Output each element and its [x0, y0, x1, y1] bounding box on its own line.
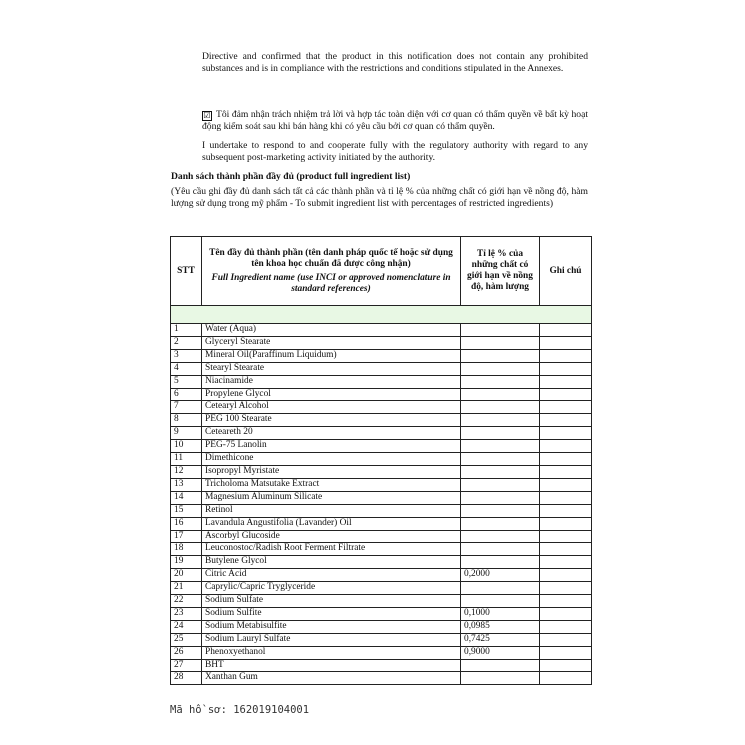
row-number: 14 [171, 491, 202, 504]
table-row [171, 517, 592, 530]
ingredient-name: Niacinamide [202, 375, 461, 388]
row-number: 20 [171, 569, 202, 582]
table-row [171, 491, 592, 504]
ingredient-percent [461, 504, 540, 517]
row-number: 21 [171, 582, 202, 595]
ingredient-note [540, 336, 592, 349]
section-title: Danh sách thành phần đầy đủ (product full ingredient list) [171, 171, 411, 182]
ingredient-percent [461, 543, 540, 556]
ingredient-note [540, 530, 592, 543]
row-number: 10 [171, 440, 202, 453]
ingredient-name: BHT [202, 659, 461, 672]
record-number: Mã hồ sơ: 162019104001 [170, 704, 310, 716]
ingredient-percent [461, 427, 540, 440]
row-number: 6 [171, 388, 202, 401]
ingredient-name: Glyceryl Stearate [202, 336, 461, 349]
table-row [171, 569, 592, 582]
ingredient-note [540, 324, 592, 337]
row-number: 16 [171, 517, 202, 530]
ingredient-name: Sodium Metabisulfite [202, 620, 461, 633]
ingredient-percent [461, 362, 540, 375]
ingredient-note [540, 349, 592, 362]
ingredient-percent [461, 465, 540, 478]
ingredient-name: Isopropyl Myristate [202, 465, 461, 478]
ingredient-note [540, 646, 592, 659]
ingredient-note [540, 453, 592, 466]
table-row [171, 324, 592, 337]
row-number: 4 [171, 362, 202, 375]
table-row [171, 633, 592, 646]
ingredient-percent [461, 530, 540, 543]
ingredient-percent: 0,7425 [461, 633, 540, 646]
ingredient-note [540, 388, 592, 401]
ingredient-note [540, 569, 592, 582]
ingredient-name: PEG-75 Lanolin [202, 440, 461, 453]
row-number: 17 [171, 530, 202, 543]
ingredient-name: Leuconostoc/Radish Root Ferment Filtrate [202, 543, 461, 556]
table-row [171, 414, 592, 427]
ingredient-percent [461, 491, 540, 504]
table-row [171, 478, 592, 491]
ingredient-note [540, 478, 592, 491]
ingredient-percent [461, 388, 540, 401]
ingredient-note [540, 582, 592, 595]
ingredient-name: Xanthan Gum [202, 672, 461, 685]
ingredient-percent [461, 440, 540, 453]
declaration-paragraph-en: I undertake to respond to and cooperate fully with the regulatory authority with regard to any subsequent post-marketing activity initiated by the authority. [202, 140, 588, 164]
row-number: 19 [171, 556, 202, 569]
table-row [171, 556, 592, 569]
table-row [171, 375, 592, 388]
ingredient-note [540, 633, 592, 646]
table-row [171, 440, 592, 453]
ingredient-name: Butylene Glycol [202, 556, 461, 569]
header-percent: Tỉ lệ % của những chất có giới hạn về nồng độ, hàm lượng [461, 237, 540, 306]
row-number: 23 [171, 607, 202, 620]
table-row [171, 401, 592, 414]
ingredient-percent [461, 478, 540, 491]
header-note: Ghi chú [540, 237, 592, 306]
checked-checkbox-icon[interactable]: ☑ [203, 111, 211, 120]
ingredient-percent [461, 414, 540, 427]
ingredient-note [540, 427, 592, 440]
table-row [171, 543, 592, 556]
table-row [171, 349, 592, 362]
ingredient-note [540, 491, 592, 504]
ingredient-note [540, 465, 592, 478]
table-row [171, 659, 592, 672]
ingredient-percent [461, 517, 540, 530]
row-number: 22 [171, 595, 202, 608]
header-stt: STT [171, 237, 202, 306]
ingredient-name: Phenoxyethanol [202, 646, 461, 659]
row-number: 9 [171, 427, 202, 440]
ingredient-note [540, 517, 592, 530]
row-number: 18 [171, 543, 202, 556]
ingredient-name: Ascorbyl Glucoside [202, 530, 461, 543]
ingredient-percent [461, 336, 540, 349]
header-name-en: Full Ingredient name (use INCI or approved nomenclature in standard references) [211, 272, 451, 294]
ingredient-name: Retinol [202, 504, 461, 517]
table-header-row [171, 237, 592, 306]
ingredient-name: Citric Acid [202, 569, 461, 582]
ingredient-note [540, 401, 592, 414]
ingredient-percent [461, 324, 540, 337]
table-row [171, 504, 592, 517]
ingredient-note [540, 543, 592, 556]
ingredient-note [540, 595, 592, 608]
row-number: 5 [171, 375, 202, 388]
ingredient-name: Mineral Oil(Paraffinum Liquidum) [202, 349, 461, 362]
table-row [171, 336, 592, 349]
declaration-paragraph-1: Directive and confirmed that the product in this notification does not contain any prohibited substances and is in compliance with the restrictions and conditions stipulated in the Annexes. [202, 51, 588, 75]
row-number: 26 [171, 646, 202, 659]
ingredient-name: Sodium Sulfite [202, 607, 461, 620]
ingredient-note [540, 414, 592, 427]
table-row [171, 672, 592, 685]
ingredient-name: Dimethicone [202, 453, 461, 466]
row-number: 7 [171, 401, 202, 414]
ingredient-percent: 0,1000 [461, 607, 540, 620]
ingredient-name: Magnesium Aluminum Silicate [202, 491, 461, 504]
table-row [171, 362, 592, 375]
row-number: 1 [171, 324, 202, 337]
ingredient-percent [461, 659, 540, 672]
table-spacer-row [171, 306, 592, 324]
ingredient-name: Sodium Lauryl Sulfate [202, 633, 461, 646]
row-number: 11 [171, 453, 202, 466]
ingredient-percent [461, 401, 540, 414]
ingredient-name: Stearyl Stearate [202, 362, 461, 375]
ingredient-percent: 0,0985 [461, 620, 540, 633]
ingredient-percent [461, 582, 540, 595]
ingredient-name: Cetearyl Alcohol [202, 401, 461, 414]
ingredient-percent: 0,2000 [461, 569, 540, 582]
table-row [171, 427, 592, 440]
ingredient-note [540, 556, 592, 569]
ingredient-name: Water (Aqua) [202, 324, 461, 337]
table-row [171, 453, 592, 466]
ingredient-name: PEG 100 Stearate [202, 414, 461, 427]
ingredient-note [540, 362, 592, 375]
ingredient-name: Lavandula Angustifolia (Lavander) Oil [202, 517, 461, 530]
table-row [171, 530, 592, 543]
ingredient-percent [461, 349, 540, 362]
row-number: 12 [171, 465, 202, 478]
header-ingredient-name [202, 237, 461, 306]
table-row [171, 620, 592, 633]
table-row [171, 582, 592, 595]
table-row [171, 607, 592, 620]
ingredient-note [540, 375, 592, 388]
row-number: 25 [171, 633, 202, 646]
ingredient-note [540, 607, 592, 620]
ingredient-note [540, 620, 592, 633]
row-number: 28 [171, 672, 202, 685]
row-number: 13 [171, 478, 202, 491]
row-number: 2 [171, 336, 202, 349]
ingredient-name: Sodium Sulfate [202, 595, 461, 608]
ingredient-percent [461, 375, 540, 388]
ingredient-name: Tricholoma Matsutake Extract [202, 478, 461, 491]
ingredient-note [540, 440, 592, 453]
ingredient-table [170, 236, 592, 685]
section-note: (Yêu cầu ghi đầy đủ danh sách tất cả các thành phần và tỉ lệ % của những chất có giới hạn về nồng độ, hàm lượng sử dụng trong mỹ phẩm - To submit ingredient list with percentages of restricted ingredients) [171, 186, 588, 210]
row-number: 27 [171, 659, 202, 672]
row-number: 8 [171, 414, 202, 427]
ingredient-percent [461, 453, 540, 466]
ingredient-percent [461, 595, 540, 608]
ingredient-name: Propylene Glycol [202, 388, 461, 401]
header-name-vi: Tên đầy đủ thành phần (tên danh pháp quốc tế hoặc sử dụng tên khoa học chuẩn đã được công nhận) [209, 247, 453, 269]
ingredient-name: Caprylic/Capric Tryglyceride [202, 582, 461, 595]
ingredient-name: Ceteareth 20 [202, 427, 461, 440]
row-number: 24 [171, 620, 202, 633]
ingredient-note [540, 672, 592, 685]
declaration-paragraph-vi [202, 109, 588, 133]
table-row [171, 388, 592, 401]
ingredient-percent [461, 672, 540, 685]
ingredient-percent [461, 556, 540, 569]
row-number: 3 [171, 349, 202, 362]
declaration-vi-text: Tôi đảm nhận trách nhiệm trả lời và hợp tác toàn diện với cơ quan có thẩm quyền về bất kỳ hoạt động kiểm soát sau khi bán hàng khi có yêu cầu bởi cơ quan có thẩm quyền. [202, 109, 588, 133]
row-number: 15 [171, 504, 202, 517]
ingredient-percent: 0,9000 [461, 646, 540, 659]
ingredient-note [540, 504, 592, 517]
table-row [171, 595, 592, 608]
ingredient-note [540, 659, 592, 672]
table-row [171, 646, 592, 659]
table-row [171, 465, 592, 478]
